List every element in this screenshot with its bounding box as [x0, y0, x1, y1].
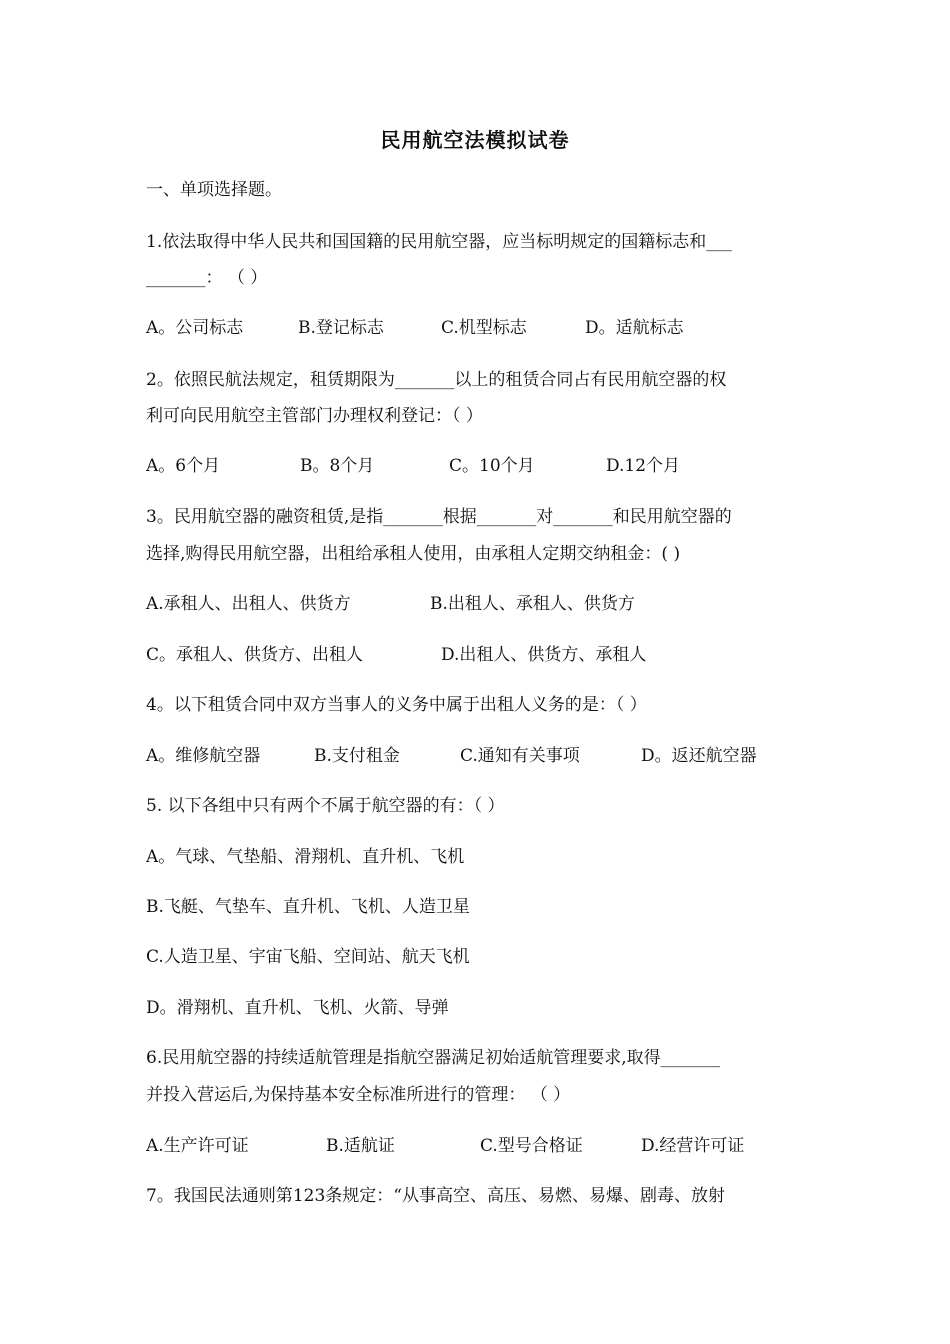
question-6-option-b: B.适航证 [326, 1136, 395, 1156]
question-1-line-2: _______： （ ） [146, 268, 268, 288]
question-5-line-1: 5. 以下各组中只有两个不属于航空器的有：（ ） [146, 796, 505, 816]
question-6-option-c: C.型号合格证 [480, 1136, 583, 1156]
question-2-line-1: 2。依照民航法规定，租赁期限为_______以上的租赁合同占有民用航空器的权 [146, 370, 727, 390]
question-6-option-a: A.生产许可证 [146, 1136, 249, 1156]
question-4-option-c: C.通知有关事项 [460, 746, 580, 766]
question-1-option-a: A。公司标志 [146, 318, 244, 338]
question-2-option-a: A。6个月 [146, 456, 221, 476]
question-6-line-2: 并投入营运后,为保持基本安全标准所进行的管理： （ ） [146, 1085, 571, 1105]
question-4-option-b: B.支付租金 [314, 746, 400, 766]
question-2-option-b: B。8个月 [300, 456, 375, 476]
question-6-line-1: 6.民用航空器的持续适航管理是指航空器满足初始适航管理要求,取得_______ [146, 1048, 721, 1068]
question-1-option-c: C.机型标志 [441, 318, 527, 338]
question-2-line-2: 利可向民用航空主管部门办理权利登记：（ ） [146, 406, 483, 426]
question-4-line-1: 4。以下租赁合同中双方当事人的义务中属于出租人义务的是：（ ） [146, 695, 647, 715]
question-5-option-b: B.飞艇、气垫车、直升机、飞机、人造卫星 [146, 897, 470, 917]
section-heading: 一、单项选择题。 [146, 180, 282, 200]
question-5-option-c: C.人造卫星、宇宙飞船、空间站、航天飞机 [146, 947, 470, 967]
question-2-option-d: D.12个月 [606, 456, 681, 476]
question-2-option-c: C。10个月 [449, 456, 535, 476]
question-1-option-b: B.登记标志 [298, 318, 384, 338]
question-6-option-d: D.经营许可证 [641, 1136, 745, 1156]
page-title: 民用航空法模拟试卷 [380, 128, 570, 152]
question-7-line-1: 7。我国民法通则第123条规定：“从事高空、高压、易燃、易爆、剧毒、放射 [146, 1186, 725, 1206]
question-4-option-a: A。维修航空器 [146, 746, 261, 766]
question-4-option-d: D。返还航空器 [641, 746, 757, 766]
question-3-option-b: B.出租人、承租人、供货方 [430, 594, 635, 614]
question-3-line-2: 选择,购得民用航空器，出租给承租人使用，由承租人定期交纳租金：( ) [146, 544, 681, 564]
question-5-option-d: D。滑翔机、直升机、飞机、火箭、导弹 [146, 998, 449, 1018]
question-1-line-1: 1.依法取得中华人民共和国国籍的民用航空器，应当标明规定的国籍标志和___ [146, 232, 732, 252]
question-1-option-d: D。适航标志 [585, 318, 684, 338]
question-5-option-a: A。气球、气垫船、滑翔机、直升机、飞机 [146, 847, 465, 867]
question-3-option-c: C。承租人、供货方、出租人 [146, 645, 364, 665]
question-3-line-1: 3。民用航空器的融资租赁,是指_______根据_______对_______和民用航空器的 [146, 507, 732, 527]
question-3-option-a: A.承租人、出租人、供货方 [146, 594, 351, 614]
question-3-option-d: D.出租人、供货方、承租人 [441, 645, 647, 665]
